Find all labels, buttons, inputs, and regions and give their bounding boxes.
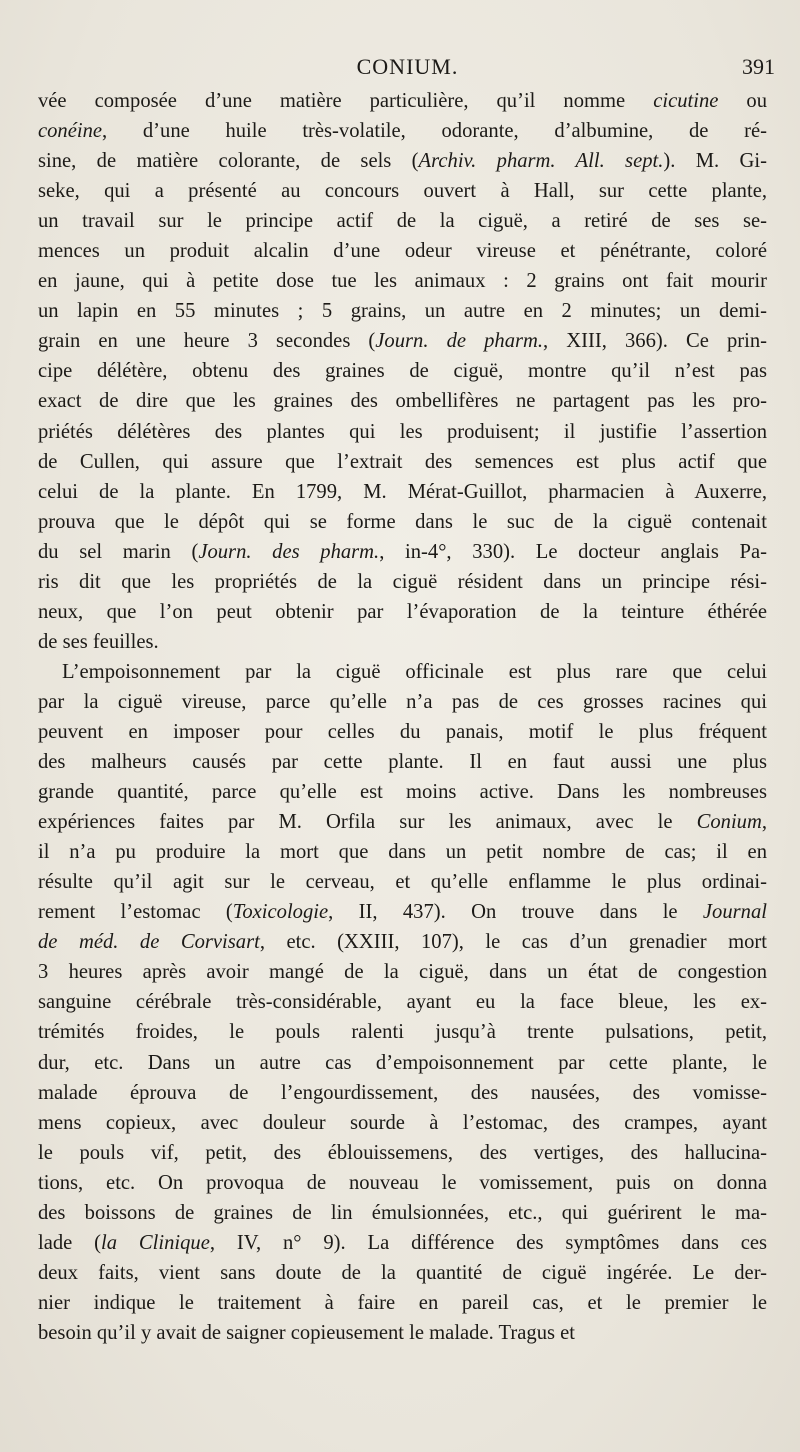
text-segment: un lapin en 55 minutes ; 5 grains, un autre en 2 minutes; un demi- (38, 300, 767, 323)
text-line (38, 867, 767, 897)
text-line (38, 567, 767, 597)
text-segment: prouva que le dépôt qui se forme dans le suc de la ciguë contenait (38, 510, 767, 533)
text-line (38, 657, 767, 687)
page-header (40, 54, 775, 84)
page-number: 391 (742, 54, 775, 79)
text-line (38, 1138, 767, 1168)
text-segment: des malheurs causés par cette plante. Il en faut aussi une plus (38, 751, 767, 774)
text-segment: , in-4°, 330). Le docteur anglais Pa- (379, 540, 767, 563)
text-line (38, 266, 767, 296)
text-line (38, 1048, 767, 1078)
text-segment: résulte qu’il agit sur le cerveau, et qu’elle enflamme le plus ordinai- (38, 871, 767, 894)
text-segment: le pouls vif, petit, des éblouissemens, des vertiges, des hallucina- (38, 1141, 767, 1164)
italic-text: Journ. des pharm. (198, 540, 380, 563)
text-segment: de Cullen, qui assure que l’extrait des semences est plus actif que (38, 450, 767, 473)
text-segment: deux faits, vient sans doute de la quantité de ciguë ingérée. Le der- (38, 1261, 767, 1284)
text-line (38, 1168, 767, 1198)
text-segment: il n’a pu produire la mort que dans un petit nombre de cas; il en (38, 841, 767, 864)
text-segment: de ses feuilles. (38, 630, 159, 653)
text-line (38, 296, 767, 326)
text-segment: L’empoisonnement par la ciguë officinale est plus rare que celui (62, 660, 767, 683)
italic-text: Conium (696, 811, 762, 834)
text-line (38, 927, 767, 957)
text-segment: , IV, n° 9). La différence des symptômes dans ces (209, 1231, 767, 1254)
text-line (38, 206, 767, 236)
text-segment: nier indique le traitement à faire en pareil cas, et le premier le (38, 1291, 767, 1314)
text-segment: ou (718, 90, 767, 112)
text-line (38, 897, 767, 927)
text-line (38, 747, 767, 777)
italic-text: Archiv. pharm. All. sept. (418, 150, 664, 173)
text-line (38, 176, 767, 206)
text-line (38, 717, 767, 747)
text-line (38, 1017, 767, 1047)
text-line (38, 777, 767, 807)
text-segment: trémités froides, le pouls ralenti jusqu’à trente pulsations, petit, (38, 1021, 767, 1044)
text-segment: rement l’estomac ( (38, 901, 233, 924)
text-segment: grain en une heure 3 secondes ( (38, 330, 376, 353)
text-segment: , XIII, 366). Ce prin- (543, 330, 767, 353)
text-segment: un travail sur le principe actif de la ciguë, a retiré de ses se- (38, 210, 767, 233)
text-line (38, 146, 767, 176)
text-line (38, 1228, 767, 1258)
text-line (38, 537, 767, 567)
italic-text: Toxicologie (232, 901, 329, 924)
text-segment: cipe délétère, obtenu des graines de ciguë, montre qu’il n’est pas (38, 360, 767, 383)
text-segment: , (761, 811, 767, 834)
text-line (38, 1258, 767, 1288)
text-segment: vée composée d’une matière particulière, qu’il nomme (38, 90, 654, 112)
text-line (38, 447, 767, 477)
text-segment: neux, que l’on peut obtenir par l’évaporation de la teinture éthérée (38, 600, 767, 623)
text-segment: ris dit que les propriétés de la ciguë résident dans un principe rési- (38, 570, 767, 593)
text-segment: exact de dire que les graines des ombellifères ne partagent pas les pro- (38, 390, 767, 413)
text-line (38, 987, 767, 1017)
italic-text: cicutine (653, 90, 719, 112)
text-segment: du sel marin ( (38, 540, 199, 563)
text-line (38, 507, 767, 537)
text-line (38, 326, 767, 356)
text-segment: sine, de matière colorante, de sels ( (38, 150, 419, 173)
text-segment: par la ciguë vireuse, parce qu’elle n’a pas de ces grosses racines qui (38, 690, 767, 713)
text-segment: en jaune, qui à petite dose tue les animaux : 2 grains ont fait mourir (38, 270, 767, 293)
text-segment: peuvent en imposer pour celles du panais, motif le plus fréquent (38, 720, 767, 743)
body-text (38, 86, 767, 1348)
text-segment: celui de la plante. En 1799, M. Mérat-Guillot, pharmacien à Auxerre, (38, 480, 767, 503)
text-line (38, 1108, 767, 1138)
text-line (38, 1288, 767, 1318)
text-segment: priétés délétères des plantes qui les produisent; il justifie l’assertion (38, 420, 767, 443)
text-segment: malade éprouva de l’engourdissement, des nausées, des vomisse- (38, 1081, 767, 1104)
text-segment: , etc. (XXIII, 107), le cas d’un grenadier mort (259, 931, 767, 954)
text-line (38, 116, 767, 146)
text-line (38, 807, 767, 837)
text-line (38, 957, 767, 987)
text-line (38, 687, 767, 717)
text-line (38, 477, 767, 507)
text-line (38, 386, 767, 416)
text-line (38, 597, 767, 627)
text-line (38, 86, 767, 116)
text-line (38, 1198, 767, 1228)
italic-text: Journ. de pharm. (375, 330, 544, 353)
italic-text: la Clinique (101, 1231, 210, 1254)
text-segment: 3 heures après avoir mangé de la ciguë, dans un état de congestion (38, 961, 767, 984)
text-segment: seke, qui a présenté au concours ouvert à Hall, sur cette plante, (38, 180, 767, 203)
text-segment: mences un produit alcalin d’une odeur vireuse et pénétrante, coloré (38, 240, 767, 263)
text-segment: tions, etc. On provoqua de nouveau le vomissement, puis on donna (38, 1171, 767, 1194)
italic-text: conéine (38, 120, 103, 143)
text-segment: , d’une huile très-volatile, odorante, d’albumine, de ré- (102, 120, 767, 143)
text-line (38, 236, 767, 266)
text-segment: dur, etc. Dans un autre cas d’empoisonnement par cette plante, le (38, 1051, 767, 1074)
text-segment: des boissons de graines de lin émulsionnées, etc., qui guérirent le ma- (38, 1201, 767, 1224)
text-segment: sanguine cérébrale très-considérable, ayant eu la face bleue, les ex- (38, 991, 767, 1014)
italic-text: de méd. de Corvisart (38, 931, 260, 954)
text-segment: lade ( (38, 1231, 102, 1254)
text-segment: besoin qu’il y avait de saigner copieusement le malade. Tragus et (38, 1321, 576, 1344)
text-line (38, 627, 767, 657)
text-segment: grande quantité, parce qu’elle est moins active. Dans les nombreuses (38, 781, 767, 804)
text-line (38, 356, 767, 386)
text-line (38, 1318, 767, 1348)
text-line (38, 417, 767, 447)
text-line (38, 837, 767, 867)
running-head: CONIUM. (356, 54, 459, 79)
text-segment: mens copieux, avec douleur sourde à l’estomac, des crampes, ayant (38, 1111, 767, 1134)
italic-text: Journal (702, 901, 767, 924)
text-line (38, 1078, 767, 1108)
text-segment: , II, 437). On trouve dans le (328, 901, 703, 924)
text-segment: ). M. Gi- (663, 150, 767, 173)
text-segment: expériences faites par M. Orfila sur les animaux, avec le (38, 811, 697, 834)
